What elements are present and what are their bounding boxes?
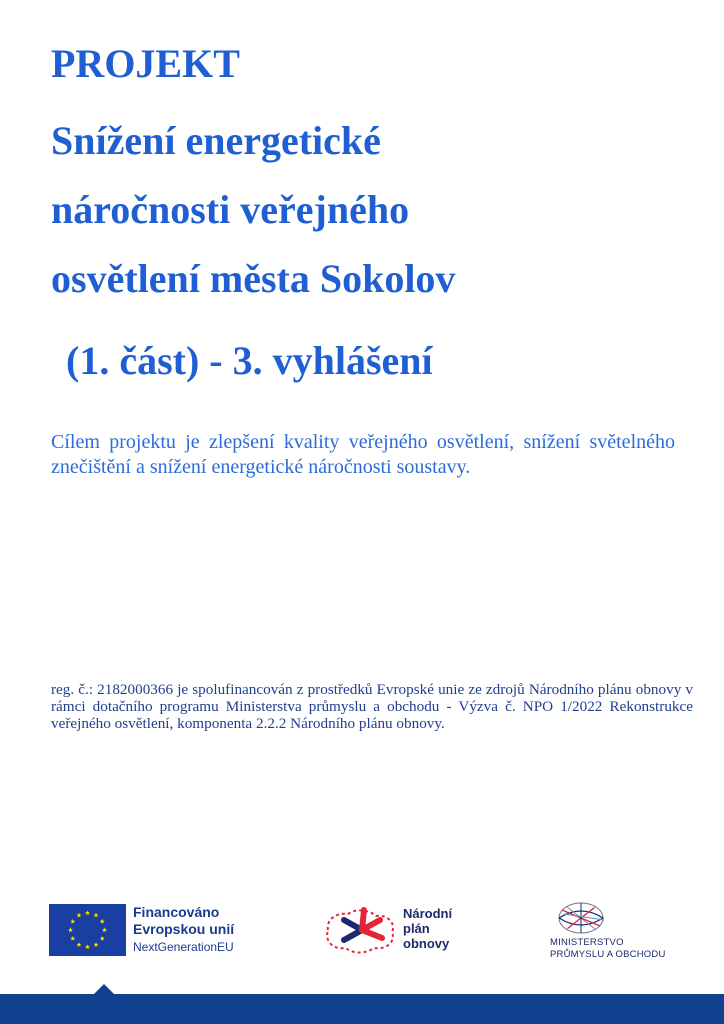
mpo-text-line-2: PRŮMYSLU A OBCHODU [550,949,666,960]
npo-logo-icon [322,902,398,958]
eu-funding-text [133,904,234,956]
funding-statement: reg. č.: 2182000366 je spolufinancován z prostředků Evropské unie ze zdrojů Národního plánu obnovy v rámci dotačního programu Ministerstva průmyslu a obchodu - Výzva č. NPO 1/2022 Rekonstrukce veřejného osvětlení, komponenta 2.2.2 Národního plánu obnovy. [51,681,693,732]
npo-text [403,906,452,951]
title-line-3: osvětlení města Sokolov [51,256,456,301]
npo-text-line-2: plán [403,921,430,936]
npo-text-line-3: obnovy [403,936,450,951]
project-label: PROJEKT [51,41,240,86]
eu-text-line-3: NextGenerationEU [133,940,234,954]
project-goal: Cílem projektu je zlepšení kvality veřejného osvětlení, snížení světelného znečištění a snížení energetické náročnosti soustavy. [51,431,675,478]
bottom-bar [0,994,724,1024]
mpo-globe-icon [548,900,614,936]
title-line-1: Snížení energetické [51,118,381,163]
logo-footer [0,890,724,970]
project-title [51,106,691,313]
bottom-bar-notch [94,984,114,994]
title-line-2: náročnosti veřejného [51,187,410,232]
mpo-text [550,937,666,961]
eu-text-line-2: Evropskou unií [133,921,235,937]
mpo-text-line-1: MINISTERSTVO [550,937,624,948]
npo-text-line-1: Národní [403,906,453,921]
project-subtitle: (1. část) - 3. vyhlášení [66,338,433,383]
eu-text-line-1: Financováno [133,904,220,920]
eu-flag-icon [49,904,126,956]
